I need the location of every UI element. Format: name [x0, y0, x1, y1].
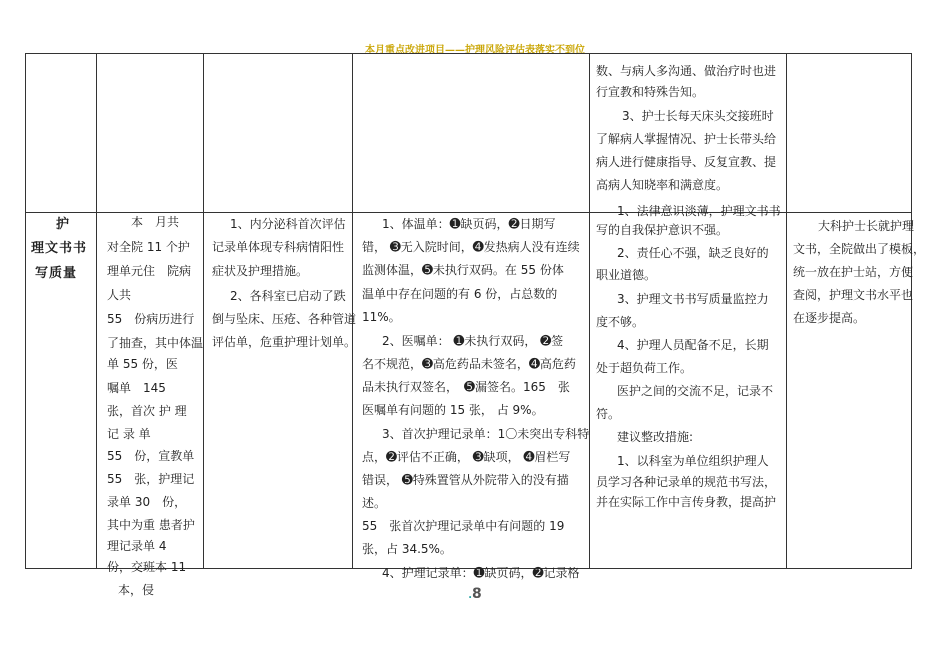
text-line: 了抽查，其中体温 — [107, 336, 204, 350]
text-line: 4、护理人员配备不足，长期 — [617, 338, 769, 352]
text-line: 3、护士长每天床头交接班时 — [622, 109, 774, 123]
text-fragment: 缺页码， — [460, 217, 509, 231]
text-line: 处于超负荷工作。 — [596, 361, 693, 375]
text-line: 评估单，危重护理计划单。 — [212, 335, 357, 349]
text-fragment: 缺项， — [483, 450, 520, 464]
text-line: 写的自我保护意识不强。 — [596, 223, 729, 237]
column-divider — [589, 54, 590, 568]
text-fragment: 未执行双码， — [464, 334, 537, 348]
text-line: 单 55 份，医 — [107, 357, 178, 371]
circled-number-5: ➎ — [422, 263, 433, 278]
text-fragment: 发热病人没有连续 — [483, 240, 580, 254]
column-divider — [96, 54, 97, 568]
text-line: 大科护士长就护理 — [818, 219, 915, 233]
text-line: 55 份病历进行 — [107, 312, 195, 326]
text-line: 1、内分泌科首次评估 — [230, 217, 346, 231]
text-line: 份，交班本 11 — [107, 560, 187, 574]
text-line: 高病人知晓率和满意度。 — [596, 178, 729, 192]
text-line: 张，首次 护 理 — [107, 404, 187, 418]
text-line: 55 张，护理记 — [107, 472, 195, 486]
text-line — [362, 260, 564, 281]
text-line: 1、以科室为单位组织护理人 — [617, 454, 769, 468]
text-line: 本，侵 — [118, 583, 155, 597]
text-line: 55 张首次护理记录单中有问题的 19 — [362, 519, 565, 533]
text-fragment: 缺页码， — [484, 566, 533, 580]
circled-number-1: ➊ — [449, 217, 461, 232]
text-line — [362, 237, 580, 258]
text-line: 统一放在护士站，方便 — [793, 265, 914, 279]
text-line — [362, 447, 570, 468]
circled-number-5: ➎ — [464, 380, 475, 395]
text-line: 症状及护理措施。 — [212, 264, 309, 278]
text-line — [362, 470, 569, 491]
text-line: 符。 — [596, 407, 621, 421]
circled-number-4: ➍ — [528, 357, 540, 372]
text-line — [382, 214, 555, 235]
text-line: 述。 — [362, 496, 387, 510]
circled-number-3: ➌ — [472, 450, 484, 465]
text-line: 张，占 34.5%。 — [362, 542, 452, 556]
text-line: 职业道德。 — [596, 268, 657, 282]
circled-number-2: ➋ — [508, 217, 520, 232]
text-fragment: 无入院时间， — [400, 240, 473, 254]
text-fragment: 未执行双码。在 55 份体 — [432, 263, 564, 277]
text-line: 对全院 11 个护 — [107, 240, 190, 254]
text-fragment: 错误， — [362, 473, 399, 487]
page-header: 本月重点改进项目——护理风险评估表落实不到位 — [365, 45, 585, 56]
text-line: 行宣教和特殊告知。 — [596, 85, 705, 99]
circled-number-2: ➋ — [386, 450, 397, 465]
text-line: 病人进行健康指导、反复宣教、提 — [596, 155, 777, 169]
text-line: 数、与病人多沟通、做治疗时也进 — [596, 64, 777, 78]
item-title-line: 理文书书 — [31, 241, 88, 256]
text-line: 2、各科室已启动了跌 — [230, 289, 346, 303]
text-line: 理记录单 4 — [107, 539, 167, 553]
text-fragment: 签 — [551, 334, 564, 348]
text-line: 建议整改措施: — [617, 430, 694, 444]
text-fragment: 高危药品未签名， — [432, 357, 529, 371]
text-line: 医护之间的交流不足，记录不 — [617, 384, 774, 398]
text-line: 1、法律意识淡薄，护理文书书 — [617, 204, 781, 218]
text-line: 在逐步提高。 — [793, 311, 866, 325]
text-line — [362, 354, 576, 375]
text-fragment: 1、体温单： — [382, 217, 450, 231]
text-line: 嘱单 145 — [107, 381, 166, 395]
circled-number-5: ➎ — [401, 473, 413, 488]
text-fragment: 眉栏写 — [534, 450, 571, 464]
text-line: 员学习各种记录单的规范书写法， — [596, 475, 777, 489]
text-line: 查阅，护理文书水平也 — [793, 288, 914, 302]
text-line: 倒与坠床、压疮、各种管道 — [212, 312, 357, 326]
text-line: 医嘱单有问题的 15 张， 占 9%。 — [362, 403, 544, 417]
footer-dot: . — [468, 590, 473, 601]
page-footer — [0, 586, 950, 602]
text-fragment: 4、护理记录单： — [382, 566, 474, 580]
text-line: 录单 30 份， — [107, 495, 187, 509]
text-fragment: 高危药 — [539, 357, 576, 371]
text-line — [362, 377, 570, 398]
item-title-line: 护 — [56, 217, 71, 232]
text-line: 了解病人掌握情况、护士长带头给 — [596, 132, 777, 146]
text-fragment: 监测体温， — [362, 263, 423, 277]
circled-number-4: ➍ — [472, 240, 484, 255]
circled-number-1: ➊ — [453, 334, 465, 349]
text-line: 11%。 — [362, 310, 401, 324]
text-fragment: 特殊置管从外院带入的没有描 — [412, 473, 569, 487]
circled-number-2: ➋ — [532, 566, 544, 581]
text-line: 度不够。 — [596, 315, 645, 329]
text-fragment: 品未执行双签名， — [362, 380, 453, 394]
text-line: 理单元住 院病 — [107, 264, 192, 278]
text-line: 记录单体现专科病情阳性 — [212, 240, 345, 254]
text-fragment: 评估不正确， — [396, 450, 469, 464]
text-fragment: 点， — [362, 450, 387, 464]
text-fragment: 日期写 — [519, 217, 556, 231]
text-line: 3、护理文书书写质量监控力 — [617, 292, 769, 306]
text-line: 3、首次护理记录单：1〇未突出专科特 — [382, 427, 590, 441]
text-line: 55 份，宣教单 — [107, 449, 195, 463]
text-fragment: 记录格 — [543, 566, 580, 580]
text-line: 记 录 单 — [107, 427, 151, 441]
text-line: 本 月共 — [131, 215, 180, 229]
circled-number-2: ➋ — [540, 334, 552, 349]
text-line: 2、责任心不强，缺乏良好的 — [617, 246, 769, 260]
item-title-line: 写质量 — [35, 266, 78, 281]
text-line — [382, 331, 563, 352]
circled-number-3: ➌ — [422, 357, 433, 372]
text-fragment: 错， — [362, 240, 387, 254]
text-line: 温单中存在问题的有 6 份，占总数的 — [362, 287, 558, 301]
text-line — [382, 563, 579, 584]
text-line: 其中为重 患者护 — [107, 518, 195, 532]
circled-number-4: ➍ — [523, 450, 535, 465]
text-line: 文书，全院做出了模板， — [793, 242, 926, 256]
page-number: 8 — [472, 586, 482, 602]
text-line: 人共 — [107, 288, 132, 302]
text-fragment: 2、医嘱单： — [382, 334, 450, 348]
text-fragment: 名不规范， — [362, 357, 423, 371]
circled-number-3: ➌ — [389, 240, 401, 255]
text-line: 并在实际工作中言传身教，提高护 — [596, 495, 777, 509]
circled-number-1: ➊ — [473, 566, 485, 581]
column-divider — [786, 54, 787, 568]
column-divider — [203, 54, 204, 568]
text-fragment: 漏签名。165 张 — [474, 380, 570, 394]
